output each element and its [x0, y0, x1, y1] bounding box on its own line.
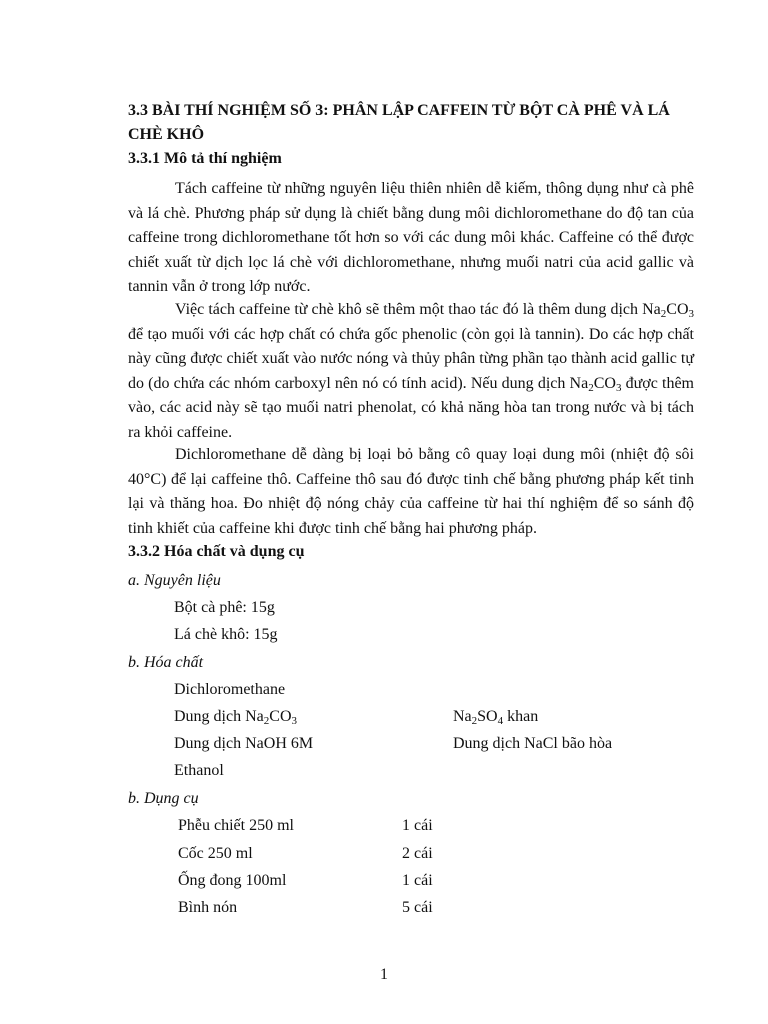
section-title: 3.3 BÀI THÍ NGHIỆM SỐ 3: PHÂN LẬP CAFFEIN TỪ BỘT CÀ PHÊ VÀ LÁ CHÈ KHÔ [128, 102, 670, 143]
label-raw-materials: a. Nguyên liệu [128, 572, 221, 589]
equipment-qty: 1 cái [402, 872, 433, 889]
subscript: 2 [263, 715, 270, 727]
chem-text: khan [503, 708, 539, 725]
equipment-qty: 2 cái [402, 845, 433, 862]
equipment-qty: 1 cái [402, 817, 433, 834]
equipment-name: Ống đong 100ml [178, 872, 287, 889]
subsection-title-materials: 3.3.2 Hóa chất và dụng cụ [128, 543, 305, 560]
chemical-item: Dung dịch NaOH 6M [174, 735, 314, 752]
para2-text-e: được thêm vào, các acid này sẽ tạo muối natri phenolat, có khả năng hòa tan trong nước và bị tách ra khỏi caffeine. [128, 374, 694, 441]
para2-text-d: CO [593, 374, 616, 392]
subscript: 2 [588, 381, 594, 394]
subscript: 2 [471, 715, 478, 727]
para2-text-c: để tạo muối với các hợp chất có chứa gốc phenolic (còn gọi là tannin). Do các hợp chất này cũng được chiết xuất vào nước nóng và thủy phân từng phần tạo thành acid gallic tự do (do chứa các nhóm carboxyl nên nó có tính acid). Nếu dung dịch Na [128, 325, 694, 392]
chem-text: SO [477, 708, 498, 725]
chemical-item: Dichloromethane [174, 681, 286, 698]
subscript: 2 [660, 308, 667, 320]
chemical-item [174, 708, 297, 726]
equipment-name: Phễu chiết 250 ml [178, 817, 294, 834]
para2-text-b: CO [666, 301, 689, 318]
subscript: 4 [497, 715, 504, 727]
subscript: 3 [688, 308, 694, 320]
equipment-name: Bình nón [178, 899, 238, 916]
page-number: 1 [380, 966, 388, 983]
subsection-title-description: 3.3.1 Mô tả thí nghiệm [128, 150, 282, 167]
chem-text: CO [269, 708, 292, 725]
paragraph-2 [128, 298, 694, 445]
material-item: Lá chè khô: 15g [174, 626, 278, 643]
subscript: 3 [615, 381, 622, 394]
equipment-qty: 5 cái [402, 899, 433, 916]
chem-text: Na [453, 708, 472, 725]
label-chemicals: b. Hóa chất [128, 654, 204, 671]
paragraph-3: Dichloromethane dễ dàng bị loại bỏ bằng cô quay loại dung môi (nhiệt độ sôi 40°C) để lại caffeine thô. Caffeine thô sau đó được tinh chế bằng phương pháp kết tinh lại và thăng hoa. Đo nhiệt độ nóng chảy của caffeine từ hai thí nghiệm để so sánh độ tinh khiết của caffeine khi được tinh chế bằng hai phương pháp. [128, 446, 694, 537]
equipment-name: Cốc 250 ml [178, 845, 253, 862]
chemical-item [453, 708, 538, 726]
para2-text-a: Việc tách caffeine từ chè khô sẽ thêm một thao tác đó là thêm dung dịch Na [175, 301, 661, 318]
chem-text: Dung dịch Na [174, 708, 264, 725]
label-equipment: b. Dụng cụ [128, 790, 199, 807]
paragraph-1: Tách caffeine từ những nguyên liệu thiên nhiên dễ kiếm, thông dụng như cà phê và lá chè. Phương pháp sử dụng là chiết bằng dung môi dichloromethane do độ tan của caffeine trong dichloromethane tốt hơn so với các dung môi khác. Caffeine có thể được chiết xuất từ dịch lọc lá chè với dichloromethane, nhưng muối natri của acid gallic và tannin vẫn ở trong lớp nước. [128, 180, 694, 295]
chemical-item: Dung dịch NaCl bão hòa [453, 735, 613, 752]
material-item: Bột cà phê: 15g [174, 599, 275, 616]
chemical-item: Ethanol [174, 762, 224, 779]
subscript: 3 [291, 715, 297, 727]
